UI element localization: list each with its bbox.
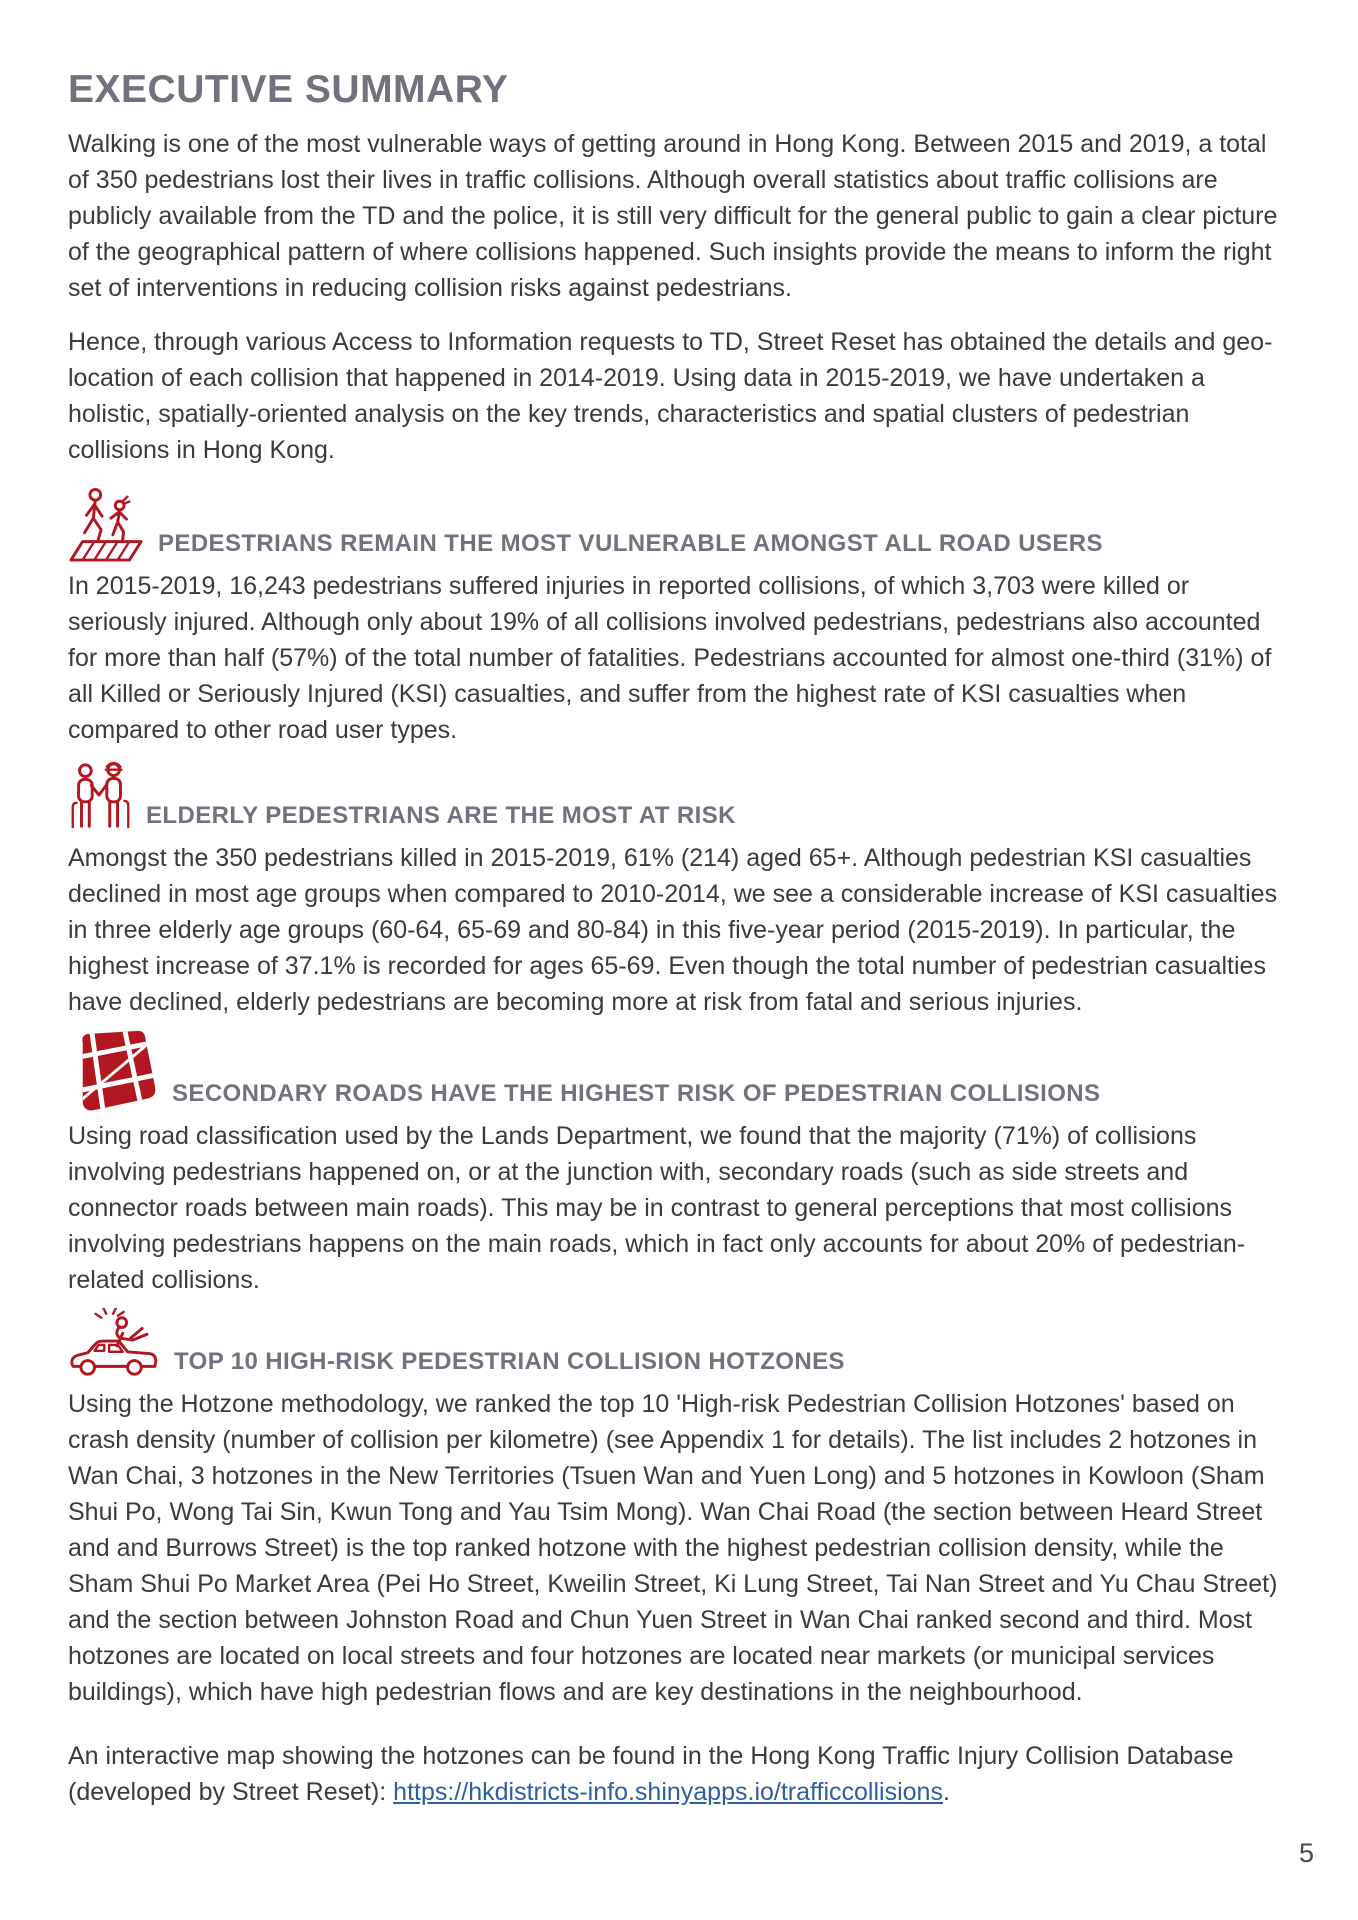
section-body-pedestrians-vulnerable: In 2015-2019, 16,243 pedestrians suffered injuries in reported collisions, of which 3,703 were killed or seriously injured. Although only about 19% of all collisions involved pedestrians, pedestrians also accounted for more than half (57%) of the total number of fatalities. Pedestrians accounted for almost one-third (31%) of all Killed or Seriously Injured (KSI) casualties, and suffer from the highest rate of KSI casualties when compared to other road user types. — [68, 572, 1272, 744]
page-title: EXECUTIVE SUMMARY — [68, 68, 509, 111]
section-header-secondary-roads — [68, 1030, 1282, 1112]
intro-paragraph-2: Hence, through various Access to Information requests to TD, Street Reset has obtained the details and geo-location of each collision that happened in 2014-2019. Using data in 2015-2019, we have undertaken a holistic, spatially-oriented analysis on the key trends, characteristics and spatial clusters of pedestrian collisions in Hong Kong. — [68, 328, 1273, 464]
road-map-icon — [68, 1030, 158, 1112]
section-heading: TOP 10 HIGH-RISK PEDESTRIAN COLLISION HOTZONES — [174, 1348, 845, 1375]
car-collision-icon — [68, 1308, 160, 1380]
traffic-collision-database-link[interactable]: https://hkdistricts-info.shinyapps.io/trafficcollisions — [393, 1778, 943, 1806]
section-heading: SECONDARY ROADS HAVE THE HIGHEST RISK OF PEDESTRIAN COLLISIONS — [172, 1080, 1101, 1107]
section-body-elderly-risk: Amongst the 350 pedestrians killed in 2015-2019, 61% (214) aged 65+. Although pedestrian KSI casualties declined in most age groups when compared to 2010-2014, we see a considerable increase of KSI casualties in three elderly age groups (60-64, 65-69 and 80-84) in this five-year period (2015-2019). In particular, the highest increase of 37.1% is recorded for ages 65-69. Even though the total number of pedestrian casualties have declined, elderly pedestrians are becoming more at risk from fatal and serious injuries. — [68, 844, 1278, 1016]
section-heading: PEDESTRIANS REMAIN THE MOST VULNERABLE AMONGST ALL ROAD USERS — [158, 530, 1103, 557]
section-body-secondary-roads: Using road classification used by the Lands Department, we found that the majority (71%) of collisions involving pedestrians happened on, or at the junction with, secondary roads (such as side streets and connector roads between main roads). This may be in contrast to general perceptions that most collisions involving pedestrians happens on the main roads, which in fact only accounts for about 20% of pedestrian-related collisions. — [68, 1122, 1246, 1294]
pedestrian-crossing-icon — [68, 486, 144, 562]
closing-text: An interactive map showing the hotzones can be found in the Hong Kong Traffic Injury Collision Database (developed by Street Reset): — [68, 1742, 1234, 1806]
page-number: 5 — [1298, 1838, 1314, 1868]
elderly-pedestrians-icon — [68, 758, 132, 834]
closing-period: . — [942, 1778, 950, 1806]
section-heading: ELDERLY PEDESTRIANS ARE THE MOST AT RISK — [146, 802, 736, 829]
section-header-elderly-risk — [68, 758, 1282, 834]
section-header-hotzones — [68, 1308, 1282, 1380]
section-body-hotzones: Using the Hotzone methodology, we ranked the top 10 'High-risk Pedestrian Collision Hotzones' based on crash density (number of collision per kilometre) (see Appendix 1 for details). The list includes 2 hotzones in Wan Chai, 3 hotzones in the New Territories (Tsuen Wan and Yuen Long) and 5 hotzones in Kowloon (Sham Shui Po, Wong Tai Sin, Kwun Tong and Yau Tsim Mong). Wan Chai Road (the section between Heard Street and and Burrows Street) is the top ranked hotzone with the highest pedestrian collision density, while the Sham Shui Po Market Area (Pei Ho Street, Kweilin Street, Ki Lung Street, Tai Nan Street and Yu Chau Street) and the section between Johnston Road and Chun Yuen Street in Wan Chai ranked second and third. Most hotzones are located on local streets and four hotzones are located near markets (or municipal services buildings), which have high pedestrian flows and are key destinations in the neighbourhood. — [68, 1390, 1278, 1706]
closing-paragraph — [68, 1738, 1282, 1810]
intro-paragraph-1: Walking is one of the most vulnerable ways of getting around in Hong Kong. Between 2015 and 2019, a total of 350 pedestrians lost their lives in traffic collisions. Although overall statistics about traffic collisions are publicly available from the TD and the police, it is still very difficult for the general public to gain a clear picture of the geographical pattern of where collisions happened. Such insights provide the means to inform the right set of interventions in reducing collision risks against pedestrians. — [68, 130, 1278, 302]
section-header-pedestrians-vulnerable — [68, 486, 1282, 562]
